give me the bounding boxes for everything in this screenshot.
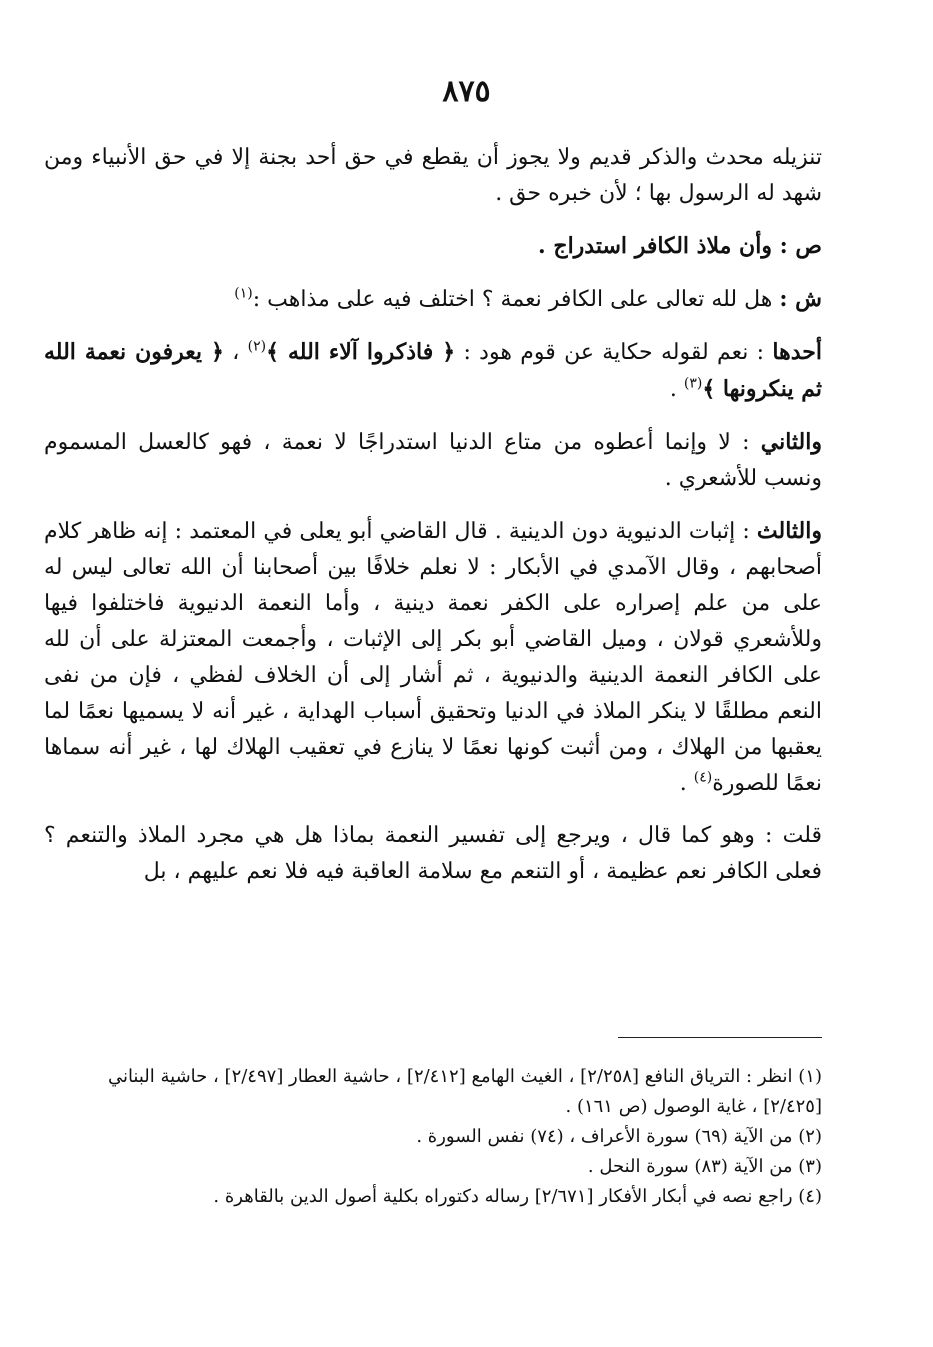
- paragraph-7: قلت : وهو كما قال ، ويرجع إلى تفسير النعمة بماذا هل هي مجرد الملاذ والتنعم ؟ فعلى الكافر نعم عظيمة ، أو التنعم مع سلامة العاقبة فيه فلا نعم عليهم ، بل: [44, 823, 822, 884]
- paragraph-text: : نعم لقوله حكاية عن قوم هود :: [455, 340, 773, 365]
- footnote-marker[interactable]: (٣): [683, 375, 703, 392]
- paragraph-4: [44, 334, 822, 408]
- footnote-marker[interactable]: (٤): [693, 769, 713, 786]
- paragraph-lead: ص :: [779, 233, 822, 259]
- footnote-marker[interactable]: (١): [234, 285, 253, 302]
- footnote-1: (١) انظر : الترياق النافع [٢/٢٥٨] ، الغيث الهامع [٢/٤١٢] ، حاشية العطار [٢/٤٩٧] ، حاشية البناني [٢/٤٢٥] ، غاية الوصول (ص ١٦١) .: [107, 1066, 822, 1117]
- quran-quote: ﴿ يعرفون نعمة الله ثم ينكرونها ﴾: [44, 339, 822, 402]
- paragraph-lead: ش :: [779, 286, 822, 312]
- paragraph-text: .: [669, 377, 684, 402]
- paragraph-6: [44, 513, 822, 802]
- paragraph-lead: والثاني: [760, 429, 822, 455]
- paragraph-3: [44, 281, 822, 318]
- page-number: ٨٧٥: [442, 74, 491, 109]
- paragraph-lead: والثالث: [756, 518, 822, 544]
- footnote-4: (٤) راجع نصه في أبكار الأفكار [٢/٦٧١] رساله دكتوراه بكلية أصول الدين بالقاهرة .: [213, 1186, 822, 1207]
- paragraph-text: هل لله تعالى على الكافر نعمة ؟ اختلف فيه على مذاهب :: [252, 287, 780, 312]
- paragraph-text: .: [679, 771, 694, 796]
- footnote-2: (٢) من الآية (٦٩) سورة الأعراف ، (٧٤) نفس السورة .: [416, 1126, 822, 1147]
- paragraph-5: [44, 424, 822, 497]
- footnote-3: (٣) من الآية (٨٣) سورة النحل .: [587, 1156, 822, 1177]
- footnote-marker[interactable]: (٢): [247, 338, 267, 355]
- main-text: [44, 140, 822, 906]
- paragraph-1: تنزيله محدث والذكر قديم ولا يجوز أن يقطع في حق أحد بجنة إلا في حق الأنبياء ومن شهد له الرسول بها ؛ لأن خبره حق .: [44, 145, 822, 206]
- footnotes: [44, 1062, 822, 1212]
- paragraph-text: : لا وإنما أعطوه من متاع الدنيا استدراجًا لا نعمة ، فهو كالعسل المسموم ونسب للأشعري .: [44, 430, 822, 491]
- paragraph-text: : إثبات الدنيوية دون الدينية . قال القاضي أبو يعلى في المعتمد : إنه ظاهر كلام أصحابهم ، وقال الآمدي في الأبكار : لا نعلم خلافًا بين أصحابنا أن الله تعالى ليس له على من علم إصراره على الكفر نعمة دينية ، وأما النعمة الدنيوية فاختلفوا فيها وللأشعري قولان ، وميل القاضي أبو بكر إلى الإثبات ، وأجمعت المعتزلة على أن لله على الكافر النعمة الدينية والدنيوية ، ثم أشار إلى أن الخلاف لفظي ، فإن من نفى النعم مطلقًا لا ينكر الملاذ في الدنيا وتحقيق أسباب الهداية ، غير أنه لا يسميها نعمًا لما يعقبها من الهلاك ، ومن أثبت كونها نعمًا لا ينازع في تعقيب الهلاك لها ، غير أنه سماها نعمًا للصورة: [44, 519, 822, 796]
- paragraph-2: [44, 228, 822, 265]
- footnote-divider: [618, 1037, 822, 1038]
- matn-text: وأن ملاذ الكافر استدراج .: [538, 233, 780, 259]
- paragraph-lead: أحدها: [772, 339, 822, 365]
- paragraph-text: ،: [223, 340, 248, 365]
- quran-quote: ﴿ فاذكروا آلاء الله ﴾: [266, 339, 456, 365]
